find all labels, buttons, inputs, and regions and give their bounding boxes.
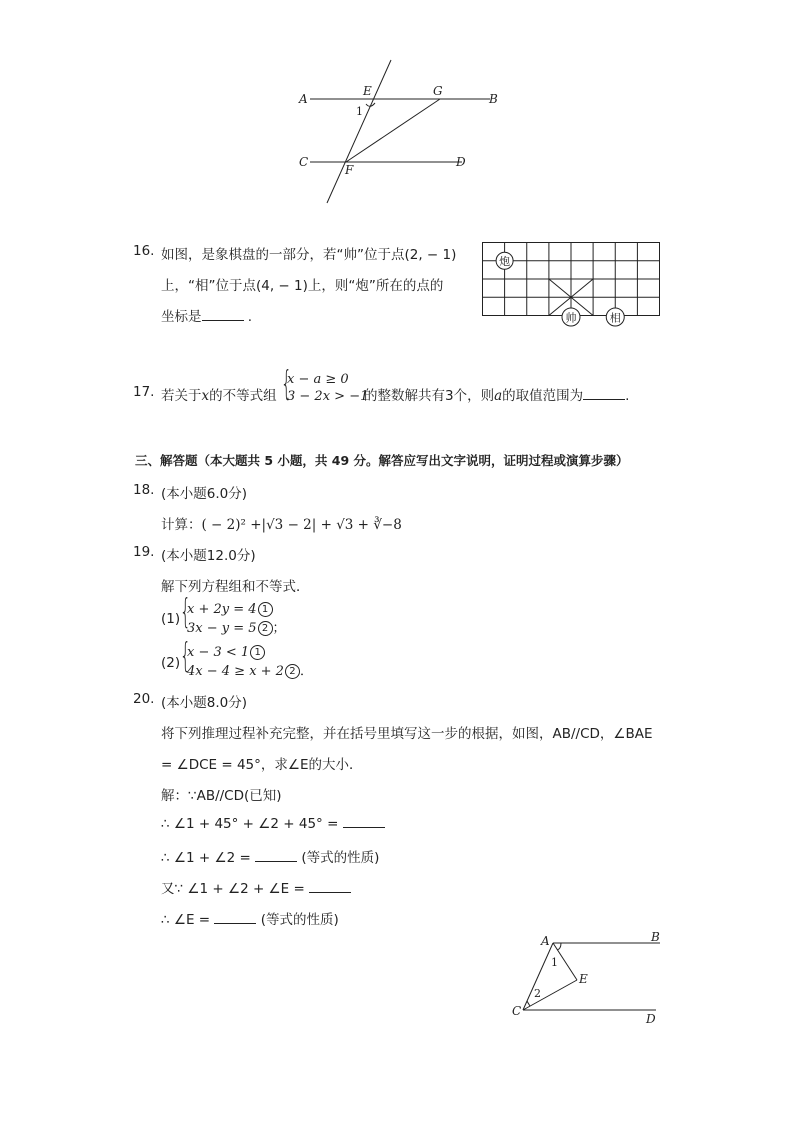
q18-expr: ( − 2)² +|√3 − 2| + √3 + ∛−8 [201, 517, 402, 533]
q19-p1-circled-2: 2 [258, 621, 273, 636]
label-angle-1: 1 [356, 105, 363, 118]
q18-label: 计算： [161, 517, 202, 533]
q19-p2-eq2-row [187, 660, 313, 679]
q19-p1-eq2: 3x − y = 5 [187, 621, 257, 636]
label-f: F [345, 163, 354, 177]
q20-label-e: E [579, 972, 588, 986]
q16-line2: 上，“相”位于点(4, − 1)上，则“炮”所在的点的 [161, 278, 444, 294]
q20-line1: 将下列推理过程补充完整，并在括号里填写这一步的根据，如图，AB//CD，∠BAE [161, 726, 653, 742]
q20-step3 [161, 846, 379, 866]
piece-shuai-label: 帅 [565, 311, 577, 325]
q19-p2-eq2: 4x − 4 ≥ x + 2 [187, 664, 284, 679]
chessboard-figure [480, 240, 664, 332]
q16-line1: 如图，是象棋盘的一部分，若“帅”位于点(2, − 1) [161, 247, 457, 263]
q16-answer-blank[interactable] [202, 308, 244, 321]
q18-expression [161, 513, 402, 533]
piece-pao [496, 252, 513, 269]
q20-line2: = ∠DCE = 45°，求∠E的大小． [161, 757, 363, 773]
q17-suffix2: 的取值范围为 [502, 388, 584, 404]
q19-score: (本小题12.0分) [161, 548, 256, 564]
q20-step5 [161, 908, 339, 928]
q20-label-angle-2: 2 [534, 987, 541, 1000]
q20-label-c: C [512, 1004, 522, 1018]
q20-label-d: D [646, 1012, 656, 1026]
q20-step4-blank[interactable] [309, 880, 351, 893]
q16-line3 [161, 305, 252, 325]
q17-prefix [161, 384, 277, 404]
q16-number: 16. [133, 243, 155, 259]
q16-line3-prefix: 坐标是 [161, 309, 202, 325]
q18-number: 18. [133, 482, 155, 498]
q20-angle-2-arc [527, 1001, 530, 1006]
q20-step5-reason: (等式的性质) [260, 912, 339, 928]
label-c: C [299, 155, 309, 169]
q19-p2-label: (2) [161, 655, 181, 671]
q20-step5-blank[interactable] [214, 911, 256, 924]
q20-label-angle-1: 1 [551, 956, 558, 969]
label-b: B [489, 92, 498, 106]
q20-step5-text: ∴ ∠E = [161, 912, 211, 928]
piece-shuai [562, 308, 580, 326]
q17-answer-blank[interactable] [583, 387, 625, 400]
label-e: E [363, 84, 372, 98]
q19-p1-label: (1) [161, 611, 181, 627]
q20-step2-text: ∴ ∠1 + 45° + ∠2 + 45° = [161, 816, 339, 832]
q17-suffix1: 的整数解共有3个，则 [364, 388, 495, 404]
q20-step3-text: ∴ ∠1 + ∠2 = [161, 850, 251, 866]
q19-p1-eq2-row [187, 617, 286, 636]
q20-score: (本小题8.0分) [161, 695, 248, 711]
q19-p2-circled-2: 2 [285, 664, 300, 679]
q20-step3-reason: (等式的性质) [301, 850, 380, 866]
piece-xiang [606, 308, 624, 326]
q20-step3-blank[interactable] [255, 849, 297, 862]
q19-p2-eq1-row [187, 645, 265, 660]
q19-p1-eq1-row [187, 602, 273, 617]
q20-step4-text: 又∵ ∠1 + ∠2 + ∠E = [161, 881, 305, 897]
piece-xiang-label: 相 [609, 311, 621, 325]
q17-number: 17. [133, 384, 155, 400]
q19-intro: 解下列方程组和不等式． [161, 579, 310, 595]
q20-label-a: A [541, 934, 550, 948]
q19-p1-brace: { [180, 592, 191, 632]
q20-step2-blank[interactable] [343, 815, 385, 828]
q16-line3-suffix: . [243, 309, 253, 325]
q20-segment-ce [523, 980, 577, 1010]
q20-angle-1-arc [557, 943, 561, 950]
q17-ineq2: 3 − 2x > −1 [287, 389, 369, 404]
q20-step2 [161, 815, 385, 832]
transversal-ef [327, 60, 391, 203]
q19-p1-circled-1: 1 [258, 602, 273, 617]
q20-label-b: B [651, 930, 660, 944]
q18-score: (本小题6.0分) [161, 486, 248, 502]
q17-mid-text: 的不等式组 [209, 388, 277, 404]
section3-title: 三、解答题（本大题共 5 小题，共 49 分。解答应写出文字说明，证明过程或演算步骤） [135, 453, 629, 468]
q19-p2-brace: { [180, 636, 191, 676]
q19-p1-end: ； [272, 621, 286, 636]
q20-step1: 解：∵AB//CD(已知) [161, 788, 282, 804]
q17-var-x: x [201, 388, 210, 404]
q19-p1-eq1: x + 2y = 4 [187, 602, 257, 617]
q17-prefix-text: 若关于 [161, 388, 202, 404]
q17-suffix [364, 384, 629, 404]
piece-pao-label: 炮 [499, 255, 511, 268]
q19-number: 19. [133, 544, 155, 560]
q20-figure [505, 925, 675, 1030]
q20-step4 [161, 877, 351, 897]
q17-var-a: a [494, 388, 503, 404]
q20-number: 20. [133, 691, 155, 707]
q19-p2-circled-1: 1 [250, 645, 265, 660]
q17-ineq1: x − a ≥ 0 [287, 372, 349, 387]
label-a: A [299, 92, 308, 106]
label-g: G [433, 84, 443, 98]
q19-p2-eq1: x − 3 < 1 [187, 645, 250, 660]
q17-system-brace: { [281, 364, 292, 404]
parallel-lines-figure [290, 55, 510, 210]
q19-p2-end: ． [299, 664, 313, 679]
label-d: D [456, 155, 466, 169]
q17-end: . [625, 388, 630, 404]
